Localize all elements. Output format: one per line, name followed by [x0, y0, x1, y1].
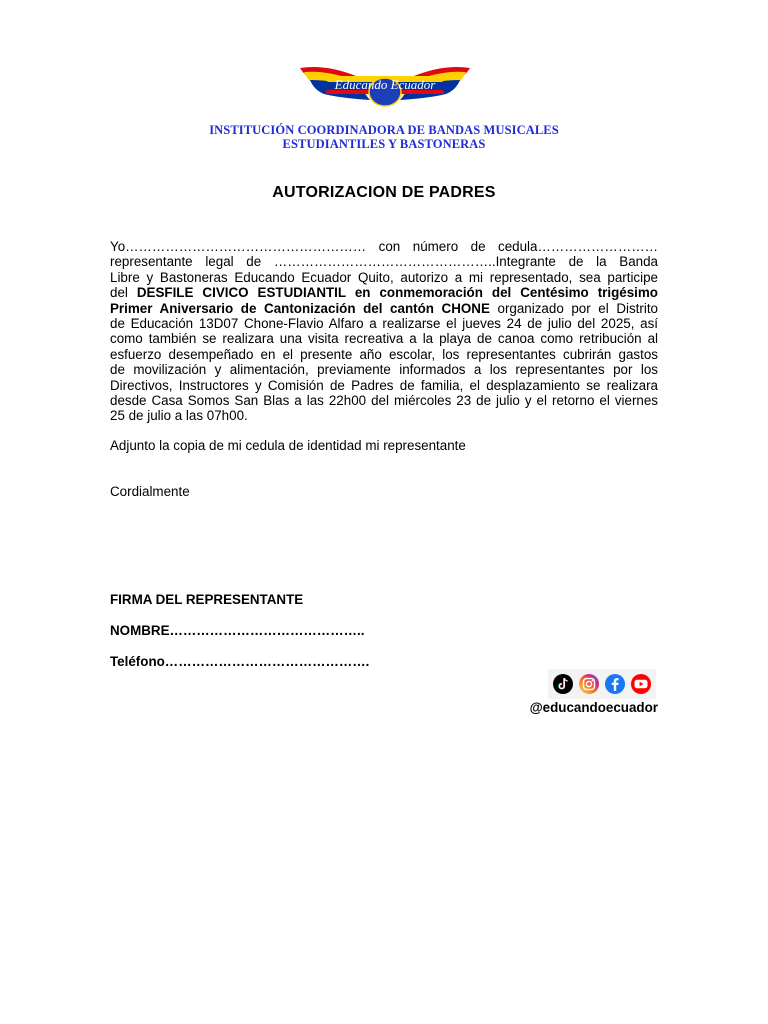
body-text: organizado por el Distrito [489, 300, 658, 316]
body-line [110, 301, 658, 316]
body-line: de movilización y alimentación, previamente informados a los representantes por los [110, 362, 658, 378]
educando-ecuador-logo [296, 62, 474, 110]
social-handle: @educandoecuador [529, 700, 658, 715]
winged-flag-logo [296, 62, 474, 110]
signature-label: FIRMA DEL REPRESENTANTE [110, 592, 304, 607]
social-icons [548, 669, 656, 699]
phone-field: Teléfono………………………………………. [110, 654, 370, 669]
document-title: AUTORIZACION DE PADRES [272, 184, 496, 201]
body-line: de Educación 13D07 Chone-Flavio Alfaro a realizarse el jueves 24 de julio del 2025, así [110, 316, 658, 332]
attachment-note: Adjunto la copia de mi cedula de identidad mi representante [110, 438, 466, 453]
body-line: representante legal de …………………………………………..Integrante de la Banda [110, 254, 658, 270]
facebook-icon [604, 673, 626, 695]
body-line: Libre y Bastoneras Educando Ecuador Quito, autorizo a mi representado, sea participe [110, 269, 658, 285]
logo-text: Educando Ecuador [334, 77, 436, 92]
body-text: del [110, 285, 137, 301]
instagram-icon [578, 673, 600, 695]
event-name: DESFILE CIVICO ESTUDIANTIL en conmemoración del Centésimo trigésimo [136, 285, 658, 301]
body-line: Directivos, Instructores y Comisión de Padres de familia, el desplazamiento se realizara [110, 377, 658, 393]
youtube-icon [630, 673, 652, 695]
closing: Cordialmente [110, 484, 190, 499]
body-line: esfuerzo desempeñado en el presente año escolar, los representantes cubrirán gastos [110, 346, 658, 362]
body-line: desde Casa Somos San Blas a las 22h00 del miércoles 23 de julio y el retorno el viernes [110, 393, 658, 409]
institution-line-2: ESTUDIANTILES Y BASTONERAS [282, 137, 486, 151]
institution-line-1: INSTITUCIÓN COORDINADORA DE BANDAS MUSICALES [209, 123, 559, 137]
event-name-cont: Primer Aniversario de Cantonización del cantón CHONE [110, 300, 490, 316]
tiktok-icon [552, 673, 574, 695]
name-field: NOMBRE…………………………………….. [110, 623, 365, 638]
body-line: 25 de julio a las 07h00. [110, 408, 248, 424]
body-line: Yo……………………………………………… con número de cedula……………………… [110, 239, 658, 254]
authorization-paragraph [110, 239, 658, 424]
body-line: como también se realizara una visita recreativa a la playa de canoa como retribución al [110, 331, 658, 347]
body-line [110, 285, 658, 300]
